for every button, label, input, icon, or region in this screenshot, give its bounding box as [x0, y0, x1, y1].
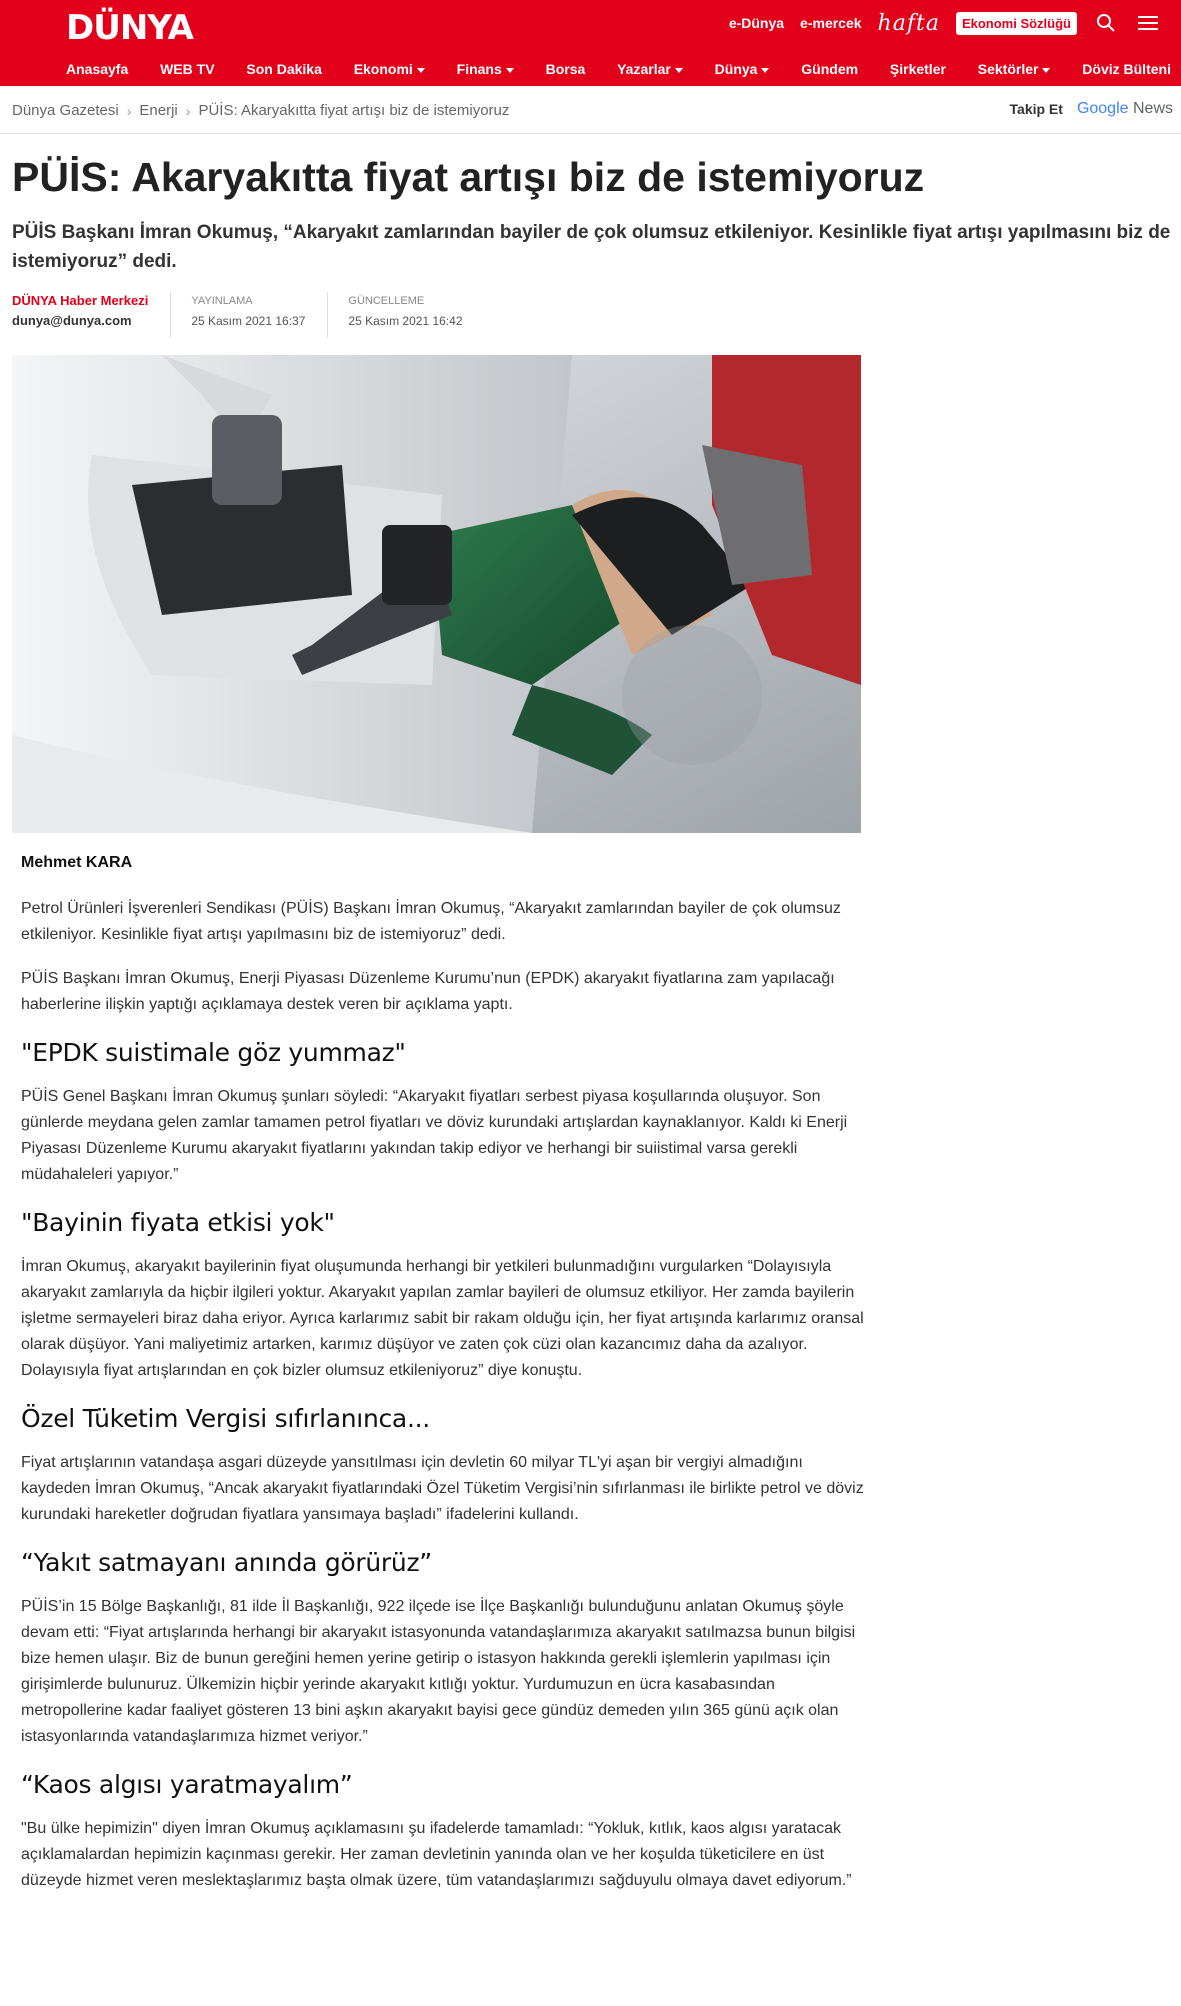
section-heading: “Yakıt satmayanı anında görürüz” — [21, 1548, 432, 1577]
section-heading: "Bayinin fiyata etkisi yok" — [21, 1208, 335, 1237]
nav-web-tv[interactable]: WEB TV — [160, 61, 215, 77]
paragraph: "Bu ülke hepimizin" diyen İmran Okumuş açıklamasını şu ifadelerde tamamladı: “Yokluk, kıtlık, kaos algısı yaratacak açıklamalardan hepimizin kaçınması gerekir. Her zaman devletinin yanında olan ve her koşulda tüketicilere en üst düzeyde hizmet veren meslektaşlarımız başta olmak üzere, tüm vatandaşlarımızı sağduyulu olmaya davet ediyorum.” — [21, 1820, 852, 1889]
chevron-right-icon: › — [126, 102, 132, 119]
main-nav — [66, 58, 1171, 80]
nav-sektorler[interactable]: Sektörler — [978, 61, 1051, 77]
google-news-follow[interactable] — [1010, 100, 1173, 118]
paragraph: PÜİS’in 15 Bölge Başkanlığı, 81 ilde İl Başkanlığı, 922 ilçede ise İlçe Başkanlığı bulunduğunu anlatan Okumuş şöyle devam etti: “Fiyat artışlarında herhangi bir akaryakıt istasyonunda vatandaşlarımıza akaryakıt satılmazsa bunun bilgisi bize hemen ulaşır. Biz de bunun gereğini hemen yerine getirip o istasyon hakkında gerekli işlemlerin yapılması için girişimlerde bulunuruz. Ülkemizin hiçbir yerinde akaryakıt kıtlığı yoktur. Yurdumuzun en ücra kasabasından metropollerine kadar faaliyet gösteren 13 bini aşkın akaryakıt bayisi gece gündüz demeden yılın 365 günü açık olan istasyonlarında vatandaşlarımıza hizmet veriyor.” — [21, 1598, 856, 1745]
ekonomi-sozlugu-button[interactable]: Ekonomi Sözlüğü — [956, 12, 1077, 35]
author-name[interactable]: DÜNYA Haber Merkezi — [12, 293, 149, 308]
breadcrumb — [12, 102, 509, 119]
paragraph: PÜİS Genel Başkanı İmran Okumuş şunları söyledi: “Akaryakıt fiyatları serbest piyasa koşullarında oluşuyor. Son günlerde meydana gelen zamlar tamamen petrol fiyatları ve döviz kurundaki artışlardan kaynaklanıyor. Kaldı ki Enerji Piyasası Düzenleme Kurumu akaryakıt fiyatlarını yakından takip ediyor ve herhangi bir suiistimal varsa gerekli müdahaleleri yapıyor.” — [21, 1088, 848, 1183]
nav-son-dakika[interactable]: Son Dakika — [246, 61, 322, 77]
published-date: 25 Kasım 2021 16:37 — [191, 314, 306, 328]
article-body — [21, 852, 866, 1912]
article-meta — [12, 292, 485, 338]
header-top-links — [729, 8, 1161, 38]
paragraph: İmran Okumuş, akaryakıt bayilerinin fiyat oluşumunda herhangi bir yetkileri bulunmadığını vurgularken “Dolayısıyla akaryakıt zamlarıyla da hiçbir ilgileri yoktur. Akaryakıt yapılan zamlar bayileri de olumsuz etkiliyor. Her zamda bayilerin işletme sermayeleri biraz daha eriyor. Ayrıca karlarımız sabit bir rakam olduğu için, her fiyat artışında karlarımız oransal olarak düşüyor. Yani maliyetimiz artarken, karımız düşüyor ve zaten çok cüzi olan kazancımız daha da azalıyor. Dolayısıyla fiyat artışlarından en çok bizler olumsuz etkileniyoruz” diye konuştu. — [21, 1258, 864, 1379]
site-header — [0, 0, 1181, 86]
chevron-down-icon — [506, 68, 514, 73]
nav-anasayfa[interactable]: Anasayfa — [66, 61, 129, 77]
nav-yazarlar[interactable]: Yazarlar — [617, 61, 683, 77]
breadcrumb-home[interactable]: Dünya Gazetesi — [12, 102, 119, 119]
author-block — [12, 292, 170, 338]
article-image — [12, 355, 861, 833]
section-heading: “Kaos algısı yaratmayalım” — [21, 1770, 353, 1799]
article-summary: PÜİS Başkanı İmran Okumuş, “Akaryakıt zamlarından bayiler de çok olumsuz etkileniyor. Kesinlikle fiyat artışı yapılmasını biz de istemiyoruz” dedi. — [12, 222, 1171, 272]
e-dunya-link[interactable]: e-Dünya — [728, 15, 785, 31]
chevron-right-icon: › — [185, 102, 191, 119]
chevron-down-icon — [1042, 68, 1050, 73]
updated-date: 25 Kasım 2021 16:42 — [348, 314, 463, 328]
search-icon[interactable] — [1093, 10, 1119, 36]
article-byline: Mehmet KARA — [21, 854, 133, 871]
nav-gundem[interactable]: Gündem — [801, 61, 859, 77]
published-block — [170, 292, 327, 338]
nav-ekonomi[interactable]: Ekonomi — [354, 61, 425, 77]
chevron-down-icon — [675, 68, 683, 73]
section-heading: Özel Tüketim Vergisi sıfırlanınca... — [21, 1404, 430, 1433]
nav-sirketler[interactable]: Şirketler — [889, 61, 946, 77]
follow-label: Takip Et — [1009, 101, 1063, 117]
chevron-down-icon — [417, 68, 425, 73]
menu-icon[interactable] — [1135, 10, 1161, 36]
breadcrumb-bar — [0, 88, 1181, 134]
author-email[interactable]: dunya@dunya.com — [12, 313, 132, 328]
nav-dunya[interactable]: Dünya — [715, 61, 770, 77]
site-logo[interactable]: DÜNYA — [66, 8, 193, 48]
paragraph: PÜİS Başkanı İmran Okumuş, Enerji Piyasası Düzenleme Kurumu’nun (EPDK) akaryakıt fiyatlarına zam yapılacağı haberlerine ilişkin yaptığı açıklamaya destek veren bir açıklama yaptı. — [21, 970, 835, 1013]
nav-borsa[interactable]: Borsa — [545, 61, 586, 77]
updated-label: GÜNCELLEME — [348, 295, 425, 307]
nav-doviz-bulteni[interactable]: Döviz Bülteni — [1082, 61, 1171, 77]
paragraph: Fiyat artışlarının vatandaşa asgari düzeyde yansıtılması için devletin 60 milyar TL'yi aşan bir vergiyi almadığını kaydeden İmran Okumuş, “Ancak akaryakıt fiyatlarındaki Özel Tüketim Vergisi’nin sıfırlanması ile birlikte petrol ve döviz kurundaki hareketler doğrudan fiyatlara yansımaya başladı” ifadelerini kullandı. — [21, 1454, 864, 1523]
breadcrumb-current: PÜİS: Akaryakıtta fiyat artışı biz de istemiyoruz — [198, 102, 510, 119]
breadcrumb-category[interactable]: Enerji — [139, 102, 178, 119]
updated-block — [327, 292, 484, 338]
nav-finans[interactable]: Finans — [457, 61, 514, 77]
article-title: PÜİS: Akaryakıtta fiyat artışı biz de istemiyoruz — [12, 154, 925, 200]
published-label: YAYINLAMA — [191, 295, 253, 307]
section-heading: "EPDK suistimale göz yummaz" — [21, 1038, 406, 1067]
hafta-link[interactable]: hafta — [877, 10, 940, 36]
paragraph: Petrol Ürünleri İşverenleri Sendikası (PÜİS) Başkanı İmran Okumuş, “Akaryakıt zamlarından bayiler de çok olumsuz etkileniyor. Kesinlikle fiyat artışı yapılmasını biz de istemiyoruz” dedi. — [21, 900, 841, 943]
chevron-down-icon — [761, 68, 769, 73]
e-mercek-link[interactable]: e-mercek — [800, 15, 862, 31]
google-news-logo: Google News — [1076, 100, 1173, 117]
